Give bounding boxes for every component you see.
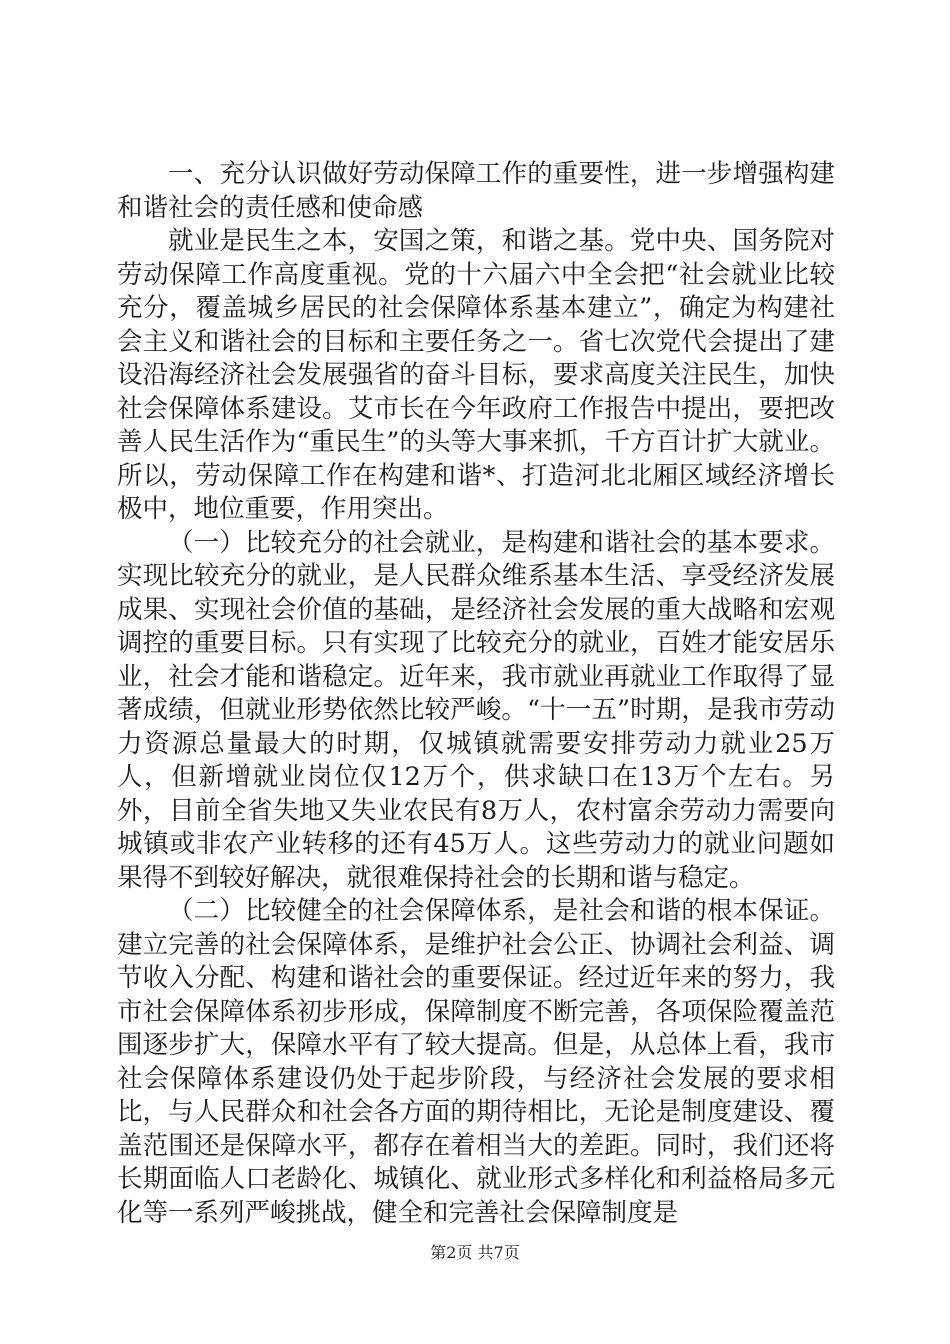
body-paragraph: 就业是民生之本，安国之策，和谐之基。党中央、国务院对劳动保障工作高度重视。党的十六届六中全会把“社会就业比较充分，覆盖城乡居民的社会保障体系基本建立”，确定为构建社会主义和谐社会的目标和主要任务之一。省七次党代会提出了建设沿海经济社会发展强省的奋斗目标，要求高度关注民生，加快社会保障体系建设。艾市长在今年政府工作报告中提出，要把改善人民生活作为“重民生”的头等大事来抓，千方百计扩大就业。所以，劳动保障工作在构建和谐*、打造河北北厢区域经济增长极中，地位重要，作用突出。 (117, 226, 835, 524)
body-paragraph: （一）比较充分的社会就业，是构建和谐社会的基本要求。实现比较充分的就业，是人民群众维系基本生活、享受经济发展成果、实现社会价值的基础，是经济社会发展的重大战略和宏观调控的重要目标。只有实现了比较充分的就业，百姓才能安居乐业，社会才能和谐稳定。近年来，我市就业再就业工作取得了显著成绩，但就业形势依然比较严峻。“十一五”时期，是我市劳动力资源总量最大的时期，仅城镇就需要安排劳动力就业25万人，但新增就业岗位仅12万个，供求缺口在13万个左右。另外，目前全省失地又失业农民有8万人，农村富余劳动力需要向城镇或非农产业转移的还有45万人。这些劳动力的就业问题如果得不到较好解决，就很难保持社会的长期和谐与稳定。 (117, 527, 835, 893)
section-heading: 一、充分认识做好劳动保障工作的重要性，进一步增强构建和谐社会的责任感和使命感 (117, 159, 835, 223)
page-footer: 第2页 共7页 (430, 1243, 520, 1262)
body-paragraph: （二）比较健全的社会保障体系，是社会和谐的根本保证。建立完善的社会保障体系，是维护社会公正、协调社会利益、调节收入分配、构建和谐社会的重要保证。经过近年来的努力，我市社会保障体系初步形成，保障制度不断完善，各项保险覆盖范围逐步扩大，保障水平有了较大提高。但是，从总体上看，我市社会保障体系建设仍处于起步阶段，与经济社会发展的要求相比，与人民群众和社会各方面的期待相比，无论是制度建设、覆盖范围还是保障水平，都存在着相当大的差距。同时，我们还将长期面临人口老龄化、城镇化、就业形式多样化和利益格局多元化等一系列严峻挑战，健全和完善社会保障制度是 (117, 896, 835, 1228)
document-body (117, 158, 835, 1230)
